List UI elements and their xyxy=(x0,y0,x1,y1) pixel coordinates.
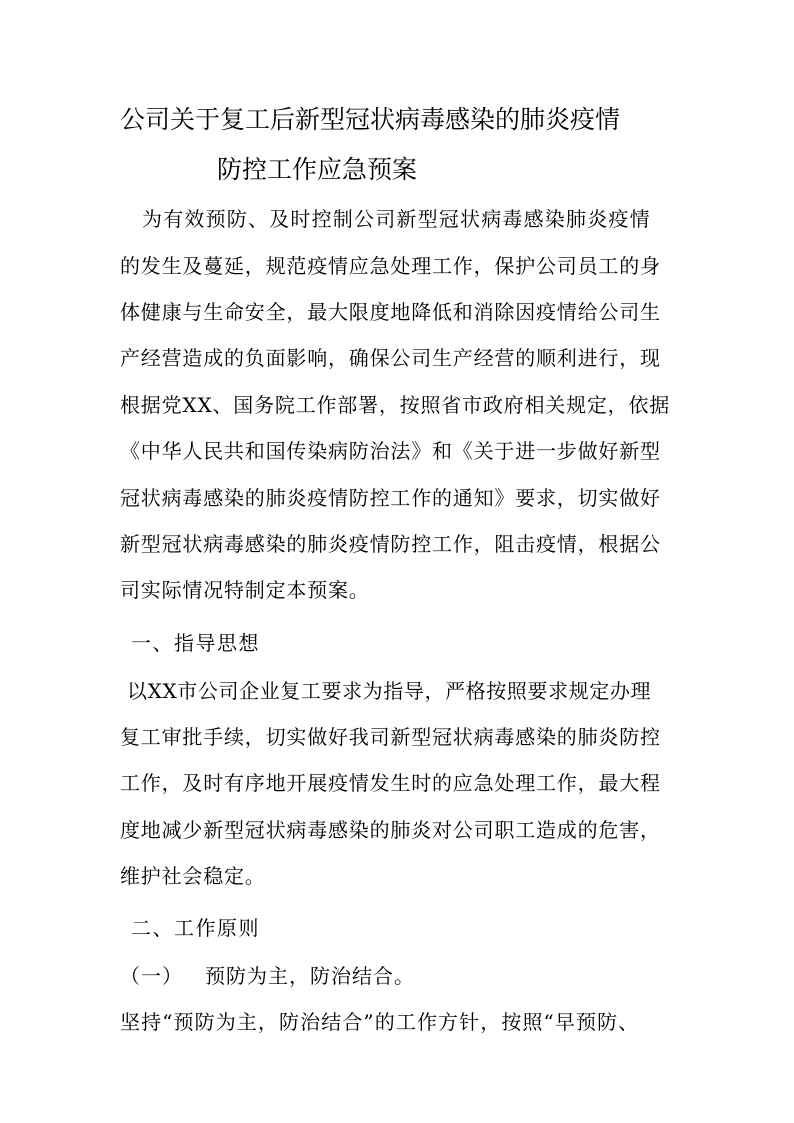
paragraph-1-line-9: 司实际情况特制定本预案。 xyxy=(120,578,370,602)
paragraph-3-line-1: 坚持“预防为主，防治结合”的工作方针，按照“早预防、 xyxy=(120,1010,640,1034)
document-title-line-1: 公司关于复工后新型冠状病毒感染的肺炎疫情 xyxy=(120,105,621,134)
paragraph-1-line-4: 产经营造成的负面影响，确保公司生产经营的顺利进行，现 xyxy=(120,346,661,370)
document-title-line-2: 防控工作应急预案 xyxy=(217,155,418,184)
subsection-1-number: （一） xyxy=(120,964,183,988)
paragraph-1-line-1: 为有效预防、及时控制公司新型冠状病毒感染肺炎疫情 xyxy=(142,207,651,231)
paragraph-1-line-7: 冠状病毒感染的肺炎疫情防控工作的通知》要求，切实做好 xyxy=(120,486,661,510)
paragraph-1-line-2: 的发生及蔓延，规范疫情应急处理工作，保护公司员工的身 xyxy=(120,254,661,278)
paragraph-2-line-5: 维护社会稳定。 xyxy=(120,864,266,888)
paragraph-1-line-6: 《中华人民共和国传染病防治法》和《关于进一步做好新型 xyxy=(120,439,661,463)
paragraph-2-line-1: 以XX市公司企业复工要求为指导，严格按照要求规定办理 xyxy=(127,679,652,703)
paragraph-1-line-8: 新型冠状病毒感染的肺炎疫情防控工作，阻击疫情，根据公 xyxy=(120,532,661,556)
subsection-1-title: 预防为主，防治结合。 xyxy=(205,964,415,988)
section-1-heading: 一、指导思想 xyxy=(131,631,260,655)
paragraph-1-line-5: 根据党XX、国务院工作部署，按照省市政府相关规定，依据 xyxy=(120,393,671,417)
paragraph-1-line-3: 体健康与生命安全，最大限度地降低和消除因疫情给公司生 xyxy=(120,300,661,324)
section-2-heading: 二、工作原则 xyxy=(131,916,260,940)
paragraph-2-line-4: 度地减少新型冠状病毒感染的肺炎对公司职工造成的危害， xyxy=(120,818,661,842)
paragraph-2-line-3: 工作，及时有序地开展疫情发生时的应急处理工作，最大程 xyxy=(120,771,661,795)
paragraph-2-line-2: 复工审批手续，切实做好我司新型冠状病毒感染的肺炎防控 xyxy=(120,725,661,749)
